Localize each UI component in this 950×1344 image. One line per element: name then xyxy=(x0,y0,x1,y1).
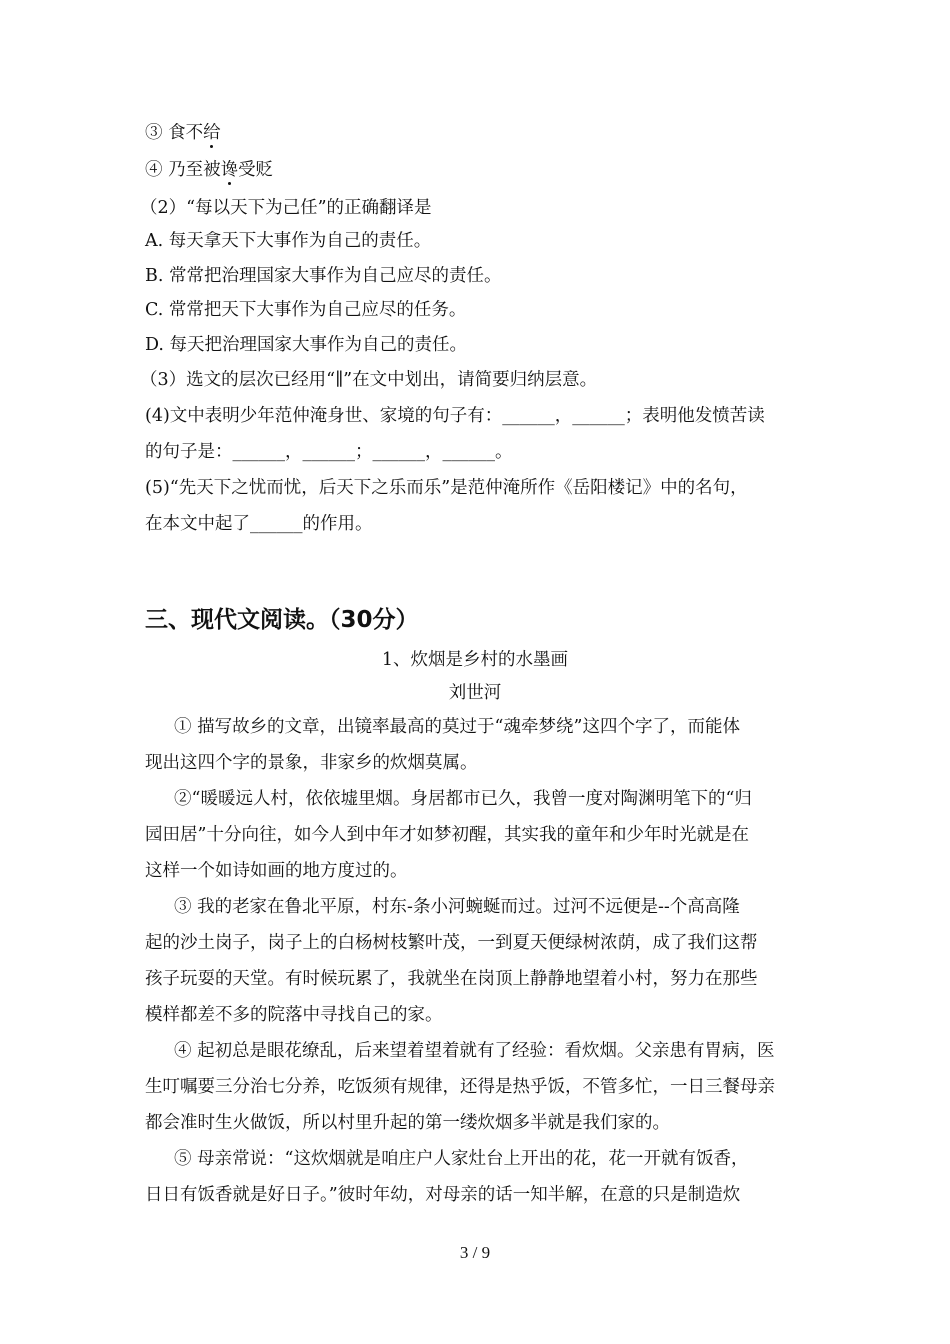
question-2: （2）“每以天下为己任”的正确翻译是 xyxy=(140,198,432,218)
question-4-line-2: 的句子是：______，______；______，______。 xyxy=(145,442,513,462)
passage-line: 起的沙土岗子，岗子上的白杨树枝繁叶茂，一到夏天便绿树浓荫，成了我们这帮 xyxy=(145,933,758,953)
question-4-line-1: (4)文中表明少年范仲淹身世、家境的句子有：______，______；表明他发愤苦读 xyxy=(145,406,765,426)
question-item-3 xyxy=(145,121,221,145)
item4-text: ④ 乃至被 xyxy=(145,160,221,180)
passage-line: 园田居”十分向往，如今人到中年才如梦初醒，其实我的童年和少年时光就是在 xyxy=(145,825,749,845)
section-heading: 三、现代文阅读。（30分） xyxy=(145,607,419,633)
question-3: （3）选文的层次已经用“∥”在文中划出，请简要归纳层意。 xyxy=(140,370,598,390)
article-title: 1、炊烟是乡村的水墨画 xyxy=(381,650,569,670)
passage-line: ④ 起初总是眼花缭乱，后来望着望着就有了经验：看炊烟。父亲患有胃病，医 xyxy=(174,1041,775,1061)
passage-line: 孩子玩耍的天堂。有时候玩累了，我就坐在岗顶上静静地望着小村，努力在那些 xyxy=(145,969,758,989)
option-d: D. 每天把治理国家大事作为自己的责任。 xyxy=(145,335,468,355)
question-item-4 xyxy=(145,158,273,182)
item4-emphasis-char: 谗 xyxy=(220,160,239,180)
passage-line: 都会准时生火做饭，所以村里升起的第一缕炊烟多半就是我们家的。 xyxy=(145,1113,670,1133)
passage-line: 模样都差不多的院落中寻找自己的家。 xyxy=(145,1005,443,1025)
question-5-line-2: 在本文中起了______的作用。 xyxy=(145,514,373,534)
question-5-line-1: (5)“先天下之忧而忧，后天下之乐而乐”是范仲淹所作《岳阳楼记》中的名句， xyxy=(145,478,748,498)
passage-line: ① 描写故乡的文章，出镜率最高的莫过于“魂牵梦绕”这四个字了，而能体 xyxy=(174,717,740,737)
article-author: 刘世河 xyxy=(448,683,502,703)
passage-line: 这样一个如诗如画的地方度过的。 xyxy=(145,861,408,881)
passage-line: 生叮嘱要三分治七分养，吃饭须有规律，还得是热乎饭，不管多忙，一日三餐母亲 xyxy=(145,1077,775,1097)
passage-line: ③ 我的老家在鲁北平原，村东-条小河蜿蜒而过。过河不远便是--个高高隆 xyxy=(174,897,740,917)
item3-text: ③ 食不 xyxy=(145,123,204,143)
passage-line: ②“暖暖远人村，依依墟里烟。身居都市已久，我曾一度对陶渊明笔下的“归 xyxy=(174,789,752,809)
option-c: C. 常常把天下大事作为自己应尽的任务。 xyxy=(145,300,467,320)
option-a: A. 每天拿天下大事作为自己的责任。 xyxy=(145,231,432,251)
passage-line: ⑤ 母亲常说：“这炊烟就是咱庄户人家灶台上开出的花，花一开就有饭香， xyxy=(174,1149,749,1169)
passage-line: 现出这四个字的景象，非家乡的炊烟莫属。 xyxy=(145,753,478,773)
item3-emphasis-char: 给 xyxy=(203,123,221,143)
item4-text-end: 受贬 xyxy=(238,160,274,180)
passage-line: 日日有饭香就是好日子。”彼时年幼，对母亲的话一知半解，在意的只是制造炊 xyxy=(145,1185,741,1205)
option-b: B. 常常把治理国家大事作为自己应尽的责任。 xyxy=(145,266,502,286)
page-number: 3 / 9 xyxy=(459,1243,491,1262)
